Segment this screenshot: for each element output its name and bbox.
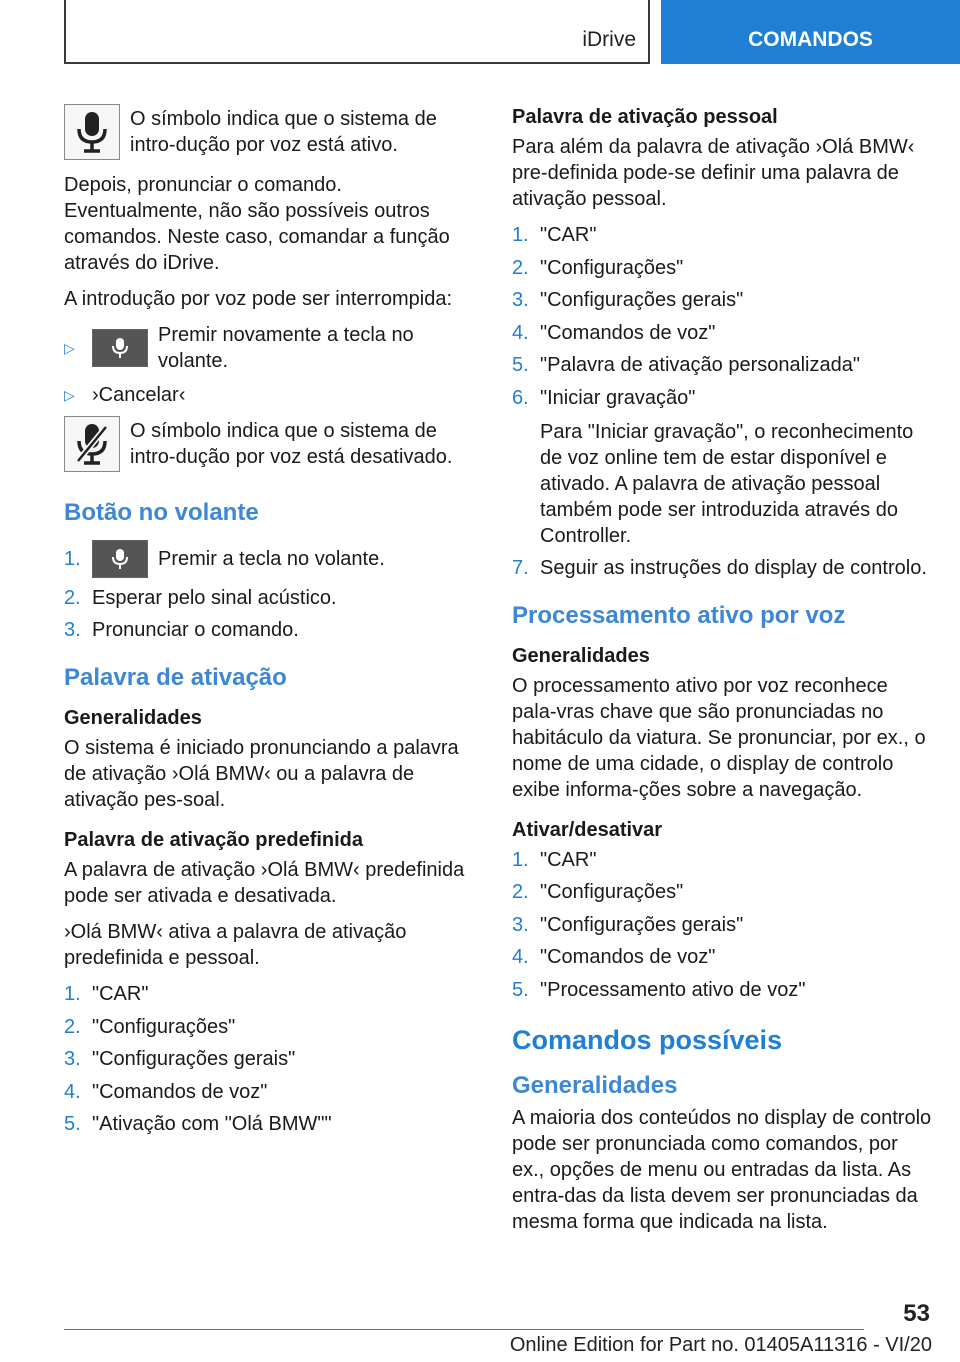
personal-note: Para "Iniciar gravação", o reconhecimento de voz online tem de estar disponível e ativado. A palavra de ativação pessoal também pode ser introduzida através do Controller. bbox=[540, 420, 914, 547]
personal-subheading: Palavra de ativação pessoal bbox=[512, 106, 778, 128]
step-number: 5. bbox=[64, 1113, 81, 1135]
predefined-text-2: ›Olá BMW‹ ativa a palavra de ativação predefinida e pessoal. bbox=[64, 921, 407, 969]
step-number: 1. bbox=[512, 224, 529, 246]
step-text: "Processamento ativo de voz" bbox=[540, 978, 806, 1001]
step-text: "Configurações gerais" bbox=[92, 1048, 296, 1070]
step-number: 4. bbox=[512, 946, 529, 968]
after-text: Depois, pronunciar o comando. Eventualmente, não são possíveis outros comandos. Neste caso, comandar a função através do iDrive. bbox=[64, 174, 450, 274]
left-column bbox=[64, 104, 480, 1147]
bullet-press-again bbox=[64, 322, 480, 374]
personal-steps-cont bbox=[512, 555, 932, 581]
step-text: "Configurações gerais" bbox=[540, 289, 744, 311]
step-number: 3. bbox=[512, 289, 529, 311]
step-text: Pronunciar o comando. bbox=[92, 619, 299, 641]
step-number: 4. bbox=[512, 321, 529, 344]
step-number: 2. bbox=[512, 881, 529, 903]
step-number: 5. bbox=[512, 354, 529, 376]
step-number: 5. bbox=[512, 978, 529, 1001]
list-item bbox=[512, 977, 932, 1003]
page-number: 53 bbox=[903, 1300, 930, 1327]
step-number: 3. bbox=[512, 913, 529, 936]
list-item bbox=[64, 1046, 480, 1072]
active-general-text: O processamento ativo por voz reconhece pala-vras chave que são pronunciadas no habitáculo da viatura. Se pronunciar, por ex., o nome de uma cidade, o display de controlo exibe informa-ções sobre a navegação. bbox=[512, 674, 926, 801]
header-chapter-tab: COMANDOS bbox=[661, 0, 960, 64]
active-processing-heading: Processamento ativo por voz bbox=[512, 601, 846, 629]
step-text: "CAR" bbox=[540, 224, 597, 246]
commands-heading: Comandos possíveis bbox=[512, 1024, 783, 1055]
step-text: "CAR" bbox=[92, 983, 149, 1005]
inactive-symbol-text: O símbolo indica que o sistema de intro-dução por voz está desativado. bbox=[130, 420, 453, 468]
general-subheading: Generalidades bbox=[64, 707, 202, 729]
predefined-steps bbox=[64, 981, 480, 1137]
step-number: 2. bbox=[512, 256, 529, 279]
footer-divider bbox=[64, 1329, 864, 1330]
steering-heading: Botão no volante bbox=[64, 499, 259, 526]
step-number: 2. bbox=[64, 1015, 81, 1038]
list-item bbox=[512, 944, 932, 970]
step-number: 3. bbox=[64, 1048, 81, 1070]
step-text: "Configurações gerais" bbox=[540, 913, 744, 936]
triangle-bullet-icon: ▷ bbox=[64, 340, 75, 356]
general-text: O sistema é iniciado pronunciando a palavra de ativação ›Olá BMW‹ ou a palavra de ativação pes-soal. bbox=[64, 737, 459, 811]
step-text: "Configurações" bbox=[92, 1015, 236, 1038]
predefined-subheading: Palavra de ativação predefinida bbox=[64, 829, 364, 851]
bullet-cancel bbox=[64, 382, 480, 408]
step-text: Seguir as instruções do display de controlo. bbox=[540, 556, 927, 579]
activate-steps bbox=[512, 847, 932, 1003]
step-text: "Palavra de ativação personalizada" bbox=[540, 354, 860, 376]
header-section-title: iDrive bbox=[582, 28, 636, 51]
list-item bbox=[512, 879, 932, 905]
step-text: Premir a tecla no volante. bbox=[158, 548, 385, 570]
list-item bbox=[64, 540, 480, 578]
step-number: 2. bbox=[64, 586, 81, 609]
list-item bbox=[512, 847, 932, 873]
step-number: 7. bbox=[512, 556, 529, 579]
personal-steps bbox=[512, 222, 932, 411]
step-number: 4. bbox=[64, 1080, 81, 1103]
header-section-box bbox=[64, 0, 650, 64]
bullet-label: ›Cancelar‹ bbox=[92, 384, 186, 406]
active-symbol-text: O símbolo indica que o sistema de intro-dução por voz está ativo. bbox=[130, 108, 437, 156]
step-number: 1. bbox=[512, 848, 529, 871]
active-symbol-row bbox=[64, 104, 480, 160]
interrupt-text: A introdução por voz pode ser interrompida: bbox=[64, 288, 452, 310]
step-number: 1. bbox=[64, 548, 81, 570]
step-text: "Configurações" bbox=[540, 256, 684, 279]
active-general-subheading: Generalidades bbox=[512, 644, 650, 667]
step-text: "Comandos de voz" bbox=[540, 321, 716, 344]
steering-steps bbox=[64, 540, 480, 643]
list-item bbox=[512, 222, 932, 248]
right-column bbox=[512, 104, 932, 1245]
inactive-symbol-row bbox=[64, 416, 480, 472]
step-number: 6. bbox=[512, 386, 529, 409]
triangle-bullet-icon: ▷ bbox=[64, 387, 75, 403]
list-item bbox=[512, 555, 932, 581]
list-item bbox=[512, 287, 932, 313]
activate-subheading: Ativar/desativar bbox=[512, 818, 663, 841]
list-item bbox=[512, 255, 932, 281]
step-text: "CAR" bbox=[540, 848, 597, 871]
list-item bbox=[64, 1079, 480, 1105]
list-item bbox=[64, 617, 480, 643]
step-text: "Iniciar gravação" bbox=[540, 386, 696, 409]
microphone-active-icon bbox=[64, 104, 120, 160]
step-text: "Ativação com "Olá BMW"" bbox=[92, 1113, 332, 1135]
list-item bbox=[512, 912, 932, 938]
step-text: Esperar pelo sinal acústico. bbox=[92, 586, 337, 609]
step-text: "Comandos de voz" bbox=[92, 1080, 268, 1103]
step-text: "Comandos de voz" bbox=[540, 946, 716, 968]
steering-voice-button-icon bbox=[92, 329, 148, 367]
bullet-label: Premir novamente a tecla no volante. bbox=[158, 324, 414, 372]
commands-text: A maioria dos conteúdos no display de controlo pode ser pronunciada como comandos, por ex., opções de menu ou entradas da lista. As entra-das da lista devem ser pronunciadas da mesma forma que indicada na lista. bbox=[512, 1106, 932, 1233]
list-item bbox=[64, 1014, 480, 1040]
step-text: "Configurações" bbox=[540, 881, 684, 903]
list-item bbox=[512, 385, 932, 411]
list-item bbox=[64, 585, 480, 611]
commands-general-heading: Generalidades bbox=[512, 1071, 678, 1099]
step-number: 3. bbox=[64, 619, 81, 641]
steering-voice-button-icon bbox=[92, 540, 148, 578]
predefined-text: A palavra de ativação ›Olá BMW‹ predefinida pode ser ativada e desativada. bbox=[64, 859, 465, 907]
footer-edition: Online Edition for Part no. 01405A11316 - VI/20 bbox=[509, 1334, 932, 1356]
list-item bbox=[64, 1111, 480, 1137]
page-header bbox=[0, 0, 960, 66]
list-item bbox=[512, 352, 932, 378]
personal-text: Para além da palavra de ativação ›Olá BMW‹ pre-definida pode-se definir uma palavra de ativação pessoal. bbox=[512, 136, 915, 210]
wake-word-heading: Palavra de ativação bbox=[64, 664, 287, 691]
list-item bbox=[64, 981, 480, 1007]
step-number: 1. bbox=[64, 983, 81, 1005]
list-item bbox=[512, 320, 932, 346]
microphone-muted-icon bbox=[64, 416, 120, 472]
